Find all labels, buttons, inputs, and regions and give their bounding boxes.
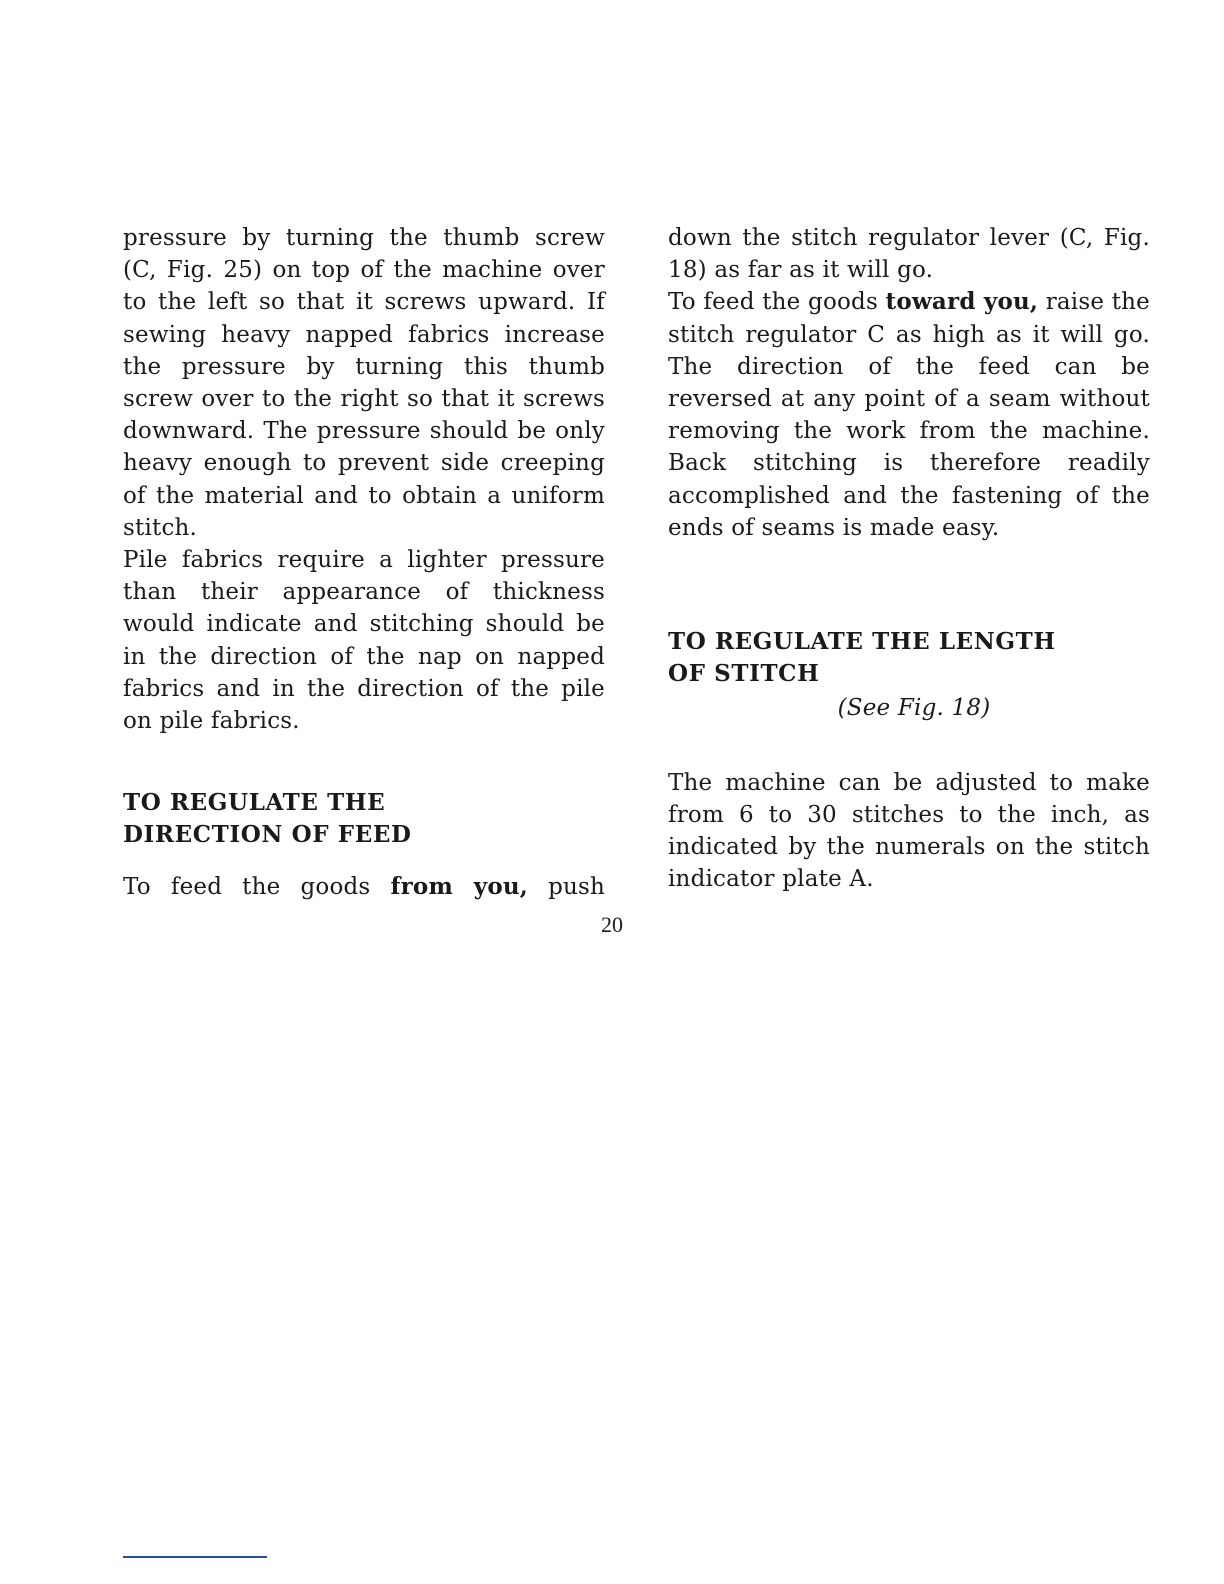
heading-line: OF STITCH xyxy=(668,660,820,688)
heading-line: TO REGULATE THE LENGTH xyxy=(668,628,1056,656)
page-number: 20 xyxy=(601,912,623,937)
heading-line: DIRECTION OF FEED xyxy=(123,821,412,849)
emphasis-from-you: from you, xyxy=(390,872,528,900)
stitch-range-paragraph: The machine can be adjusted to make from 6 to 30 stitches to the inch, as indicated by the numerals on the stitch indicator plate A. xyxy=(668,769,1150,893)
see-figure-note: (See Fig. 18) xyxy=(837,695,991,722)
length-of-stitch-heading xyxy=(668,626,1150,690)
right-column xyxy=(668,222,1150,895)
pile-fabrics-paragraph: Pile fabrics require a lighter pressure than their appearance of thickness would indicate and stitching should be in the direction of the nap on napped fabrics and in the direction of the pile on pile fabrics. xyxy=(123,547,605,735)
push-lever-paragraph: down the stitch regulator lever (C, Fig. 18) as far as it will go. xyxy=(668,225,1150,284)
emphasis-toward-you: toward you, xyxy=(885,288,1039,316)
feed-toward-you-paragraph: To feed the goods toward you, raise the stitch regulator C as high as it will go. The direction of the feed can be reversed at any point of a seam without removing the work from the machine. Back stitching is therefore readily accomplished and the fastening of the ends of seams is made easy. xyxy=(668,288,1150,541)
feed-from-you-paragraph: To feed the goods from you, push xyxy=(123,872,606,900)
footnote-rule xyxy=(123,1556,267,1558)
direction-of-feed-heading xyxy=(123,787,605,851)
heading-line: TO REGULATE THE xyxy=(123,789,386,817)
left-column xyxy=(123,222,605,903)
pressure-paragraph: pressure by turning the thumb screw (C, Fig. 25) on top of the machine over to the left so that it screws upward. If sewing heavy napped fabrics increase the pressure by turning this thumb screw over to the right so that it screws downward. The pressure should be only heavy enough to prevent side creeping of the material and to obtain a uniform stitch. xyxy=(123,225,605,541)
